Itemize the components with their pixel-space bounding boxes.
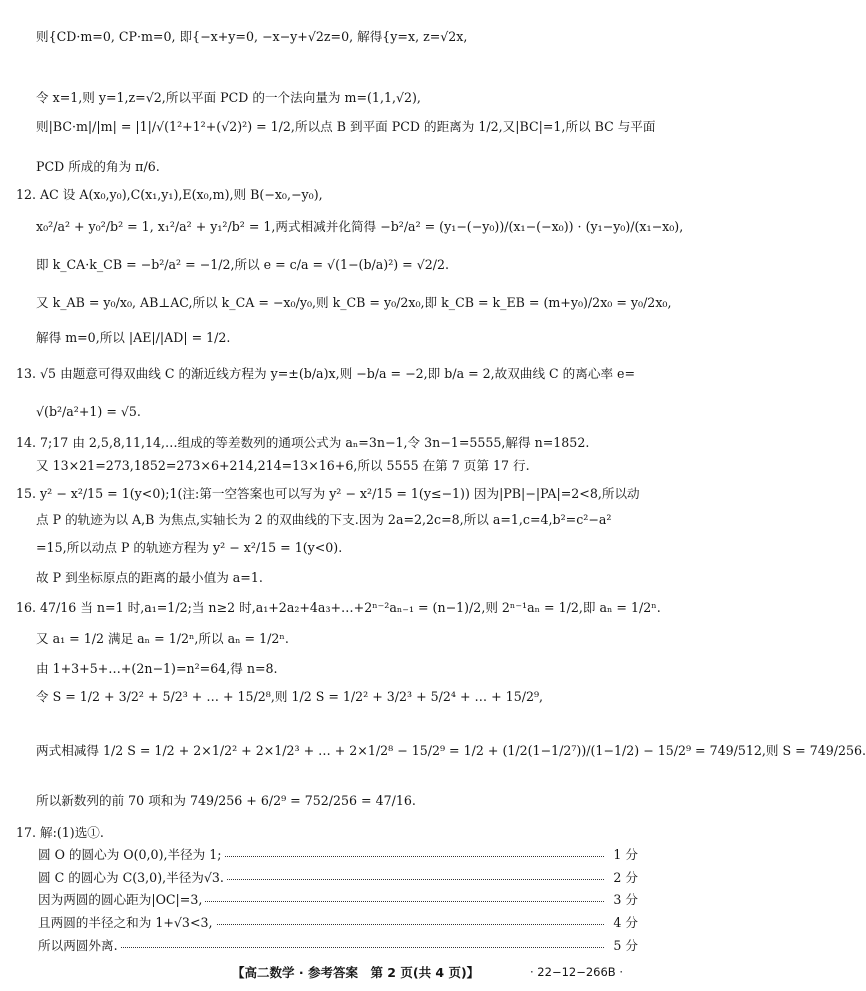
q14-position: 又 13×21=273,1852=273×6+214,214=13×16+6,所以 5555 在第 7 页第 17 行. [36, 458, 530, 473]
q12-answer: 12. AC 设 A(x₀,y₀),C(x₁,y₁),E(x₀,m),则 B(−x₀,−y₀), [16, 187, 323, 202]
q17-heading: 17. 解:(1)选①. [16, 825, 104, 840]
q15-answer: 15. y² − x²/15 = 1(y<0);1(注:第一空答案也可以写为 y² − x²/15 = 1(y≤−1)) 因为|PB|−|PA|=2<8,所以动 [16, 486, 640, 501]
step-score: 2 分 [613, 870, 638, 885]
q12-ellipse-equations: x₀²/a² + y₀²/b² = 1, x₁²/a² + y₁²/b² = 1,两式相减并化简得 −b²/a² = (y₁−(−y₀))/(x₁−(−x₀)) · (y₁−y₀)/(x₁−x₀), [36, 219, 684, 234]
step-score: 4 分 [613, 915, 638, 930]
q17-step-1 [38, 848, 638, 865]
q13-answer: 13. √5 由题意可得双曲线 C 的渐近线方程为 y=±(b/a)x,则 −b/a = −2,即 b/a = 2,故双曲线 C 的离心率 e= [16, 366, 636, 381]
step-score: 5 分 [613, 938, 638, 953]
leader-dots [38, 947, 604, 948]
q15-equation: =15,所以动点 P 的轨迹方程为 y² − x²/15 = 1(y<0). [36, 540, 343, 555]
q16-conclusion: 所以新数列的前 70 项和为 749/256 + 6/2⁹ = 752/256 = 47/16. [36, 793, 416, 808]
step-text: 所以两圆外离. [38, 939, 121, 953]
q17-step-3 [38, 893, 638, 910]
q17-step-5 [38, 939, 638, 956]
step-text: 且两圆的半径之和为 1+√3<3, [38, 916, 216, 930]
line-normal-vector: 令 x=1,则 y=1,z=√2,所以平面 PCD 的一个法向量为 m=(1,1,√2), [36, 90, 421, 105]
q15-locus: 点 P 的轨迹为以 A,B 为焦点,实轴长为 2 的双曲线的下支.因为 2a=2,2c=8,所以 a=1,c=4,b²=c²−a² [36, 512, 612, 527]
line-normal-vector-system: 则{CD·m=0, CP·m=0, 即{−x+y=0, −x−y+√2z=0, 解得{y=x, z=√2x, [36, 29, 468, 44]
q12-eccentricity: 即 k_CA·k_CB = −b²/a² = −1/2,所以 e = c/a = √(1−(b/a)²) = √2/2. [36, 257, 450, 272]
q13-eccentricity: √(b²/a²+1) = √5. [36, 404, 141, 419]
q15-min-distance: 故 P 到坐标原点的距离的最小值为 a=1. [36, 570, 263, 585]
page-footer-title: 【高二数学 · 参考答案 第 2 页(共 4 页)】 [232, 965, 480, 980]
q17-step-4 [38, 916, 638, 933]
q16-answer: 16. 47/16 当 n=1 时,a₁=1/2;当 n≥2 时,a₁+2a₂+4a₃+…+2ⁿ⁻²aₙ₋₁ = (n−1)/2,则 2ⁿ⁻¹aₙ = 1/2,即 aₙ = 1/2ⁿ. [16, 600, 661, 615]
line-distance: 则|BC·m|/|m| = |1|/√(1²+1²+(√2)²) = 1/2,所以点 B 到平面 PCD 的距离为 1/2,又|BC|=1,所以 BC 与平面 [36, 119, 656, 134]
q17-step-2 [38, 871, 638, 888]
q16-sum-definition: 令 S = 1/2 + 3/2² + 5/2³ + … + 15/2⁸,则 1/2 S = 1/2² + 3/2³ + 5/2⁴ + … + 15/2⁹, [36, 689, 544, 704]
q14-answer: 14. 7;17 由 2,5,8,11,14,…组成的等差数列的通项公式为 aₙ=3n−1,令 3n−1=5555,解得 n=1852. [16, 435, 590, 450]
q16-find-n: 由 1+3+5+…+(2n−1)=n²=64,得 n=8. [36, 661, 278, 676]
step-score: 1 分 [613, 847, 638, 862]
step-text: 因为两圆的圆心距为|OC|=3, [38, 893, 205, 907]
step-score: 3 分 [613, 892, 638, 907]
q12-conclusion: 解得 m=0,所以 |AE|/|AD| = 1/2. [36, 330, 231, 345]
q12-slopes: 又 k_AB = y₀/x₀, AB⊥AC,所以 k_CA = −x₀/y₀,则 k_CB = y₀/2x₀,即 k_CB = k_EB = (m+y₀)/2x₀ = y₀/2x₀, [36, 295, 672, 310]
q16-subtract: 两式相减得 1/2 S = 1/2 + 2×1/2² + 2×1/2³ + … + 2×1/2⁸ − 15/2⁹ = 1/2 + (1/2(1−1/2⁷))/(1−1/2) − 15/2⁹ = 749/512,则 S = 749/256. [36, 743, 866, 758]
step-text: 圆 O 的圆心为 O(0,0),半径为 1; [38, 848, 225, 862]
q16-general-term: 又 a₁ = 1/2 满足 aₙ = 1/2ⁿ,所以 aₙ = 1/2ⁿ. [36, 631, 289, 646]
page-footer-code: · 22−12−266B · [530, 965, 623, 979]
line-angle: PCD 所成的角为 π/6. [36, 159, 160, 174]
step-text: 圆 C 的圆心为 C(3,0),半径为√3. [38, 871, 227, 885]
